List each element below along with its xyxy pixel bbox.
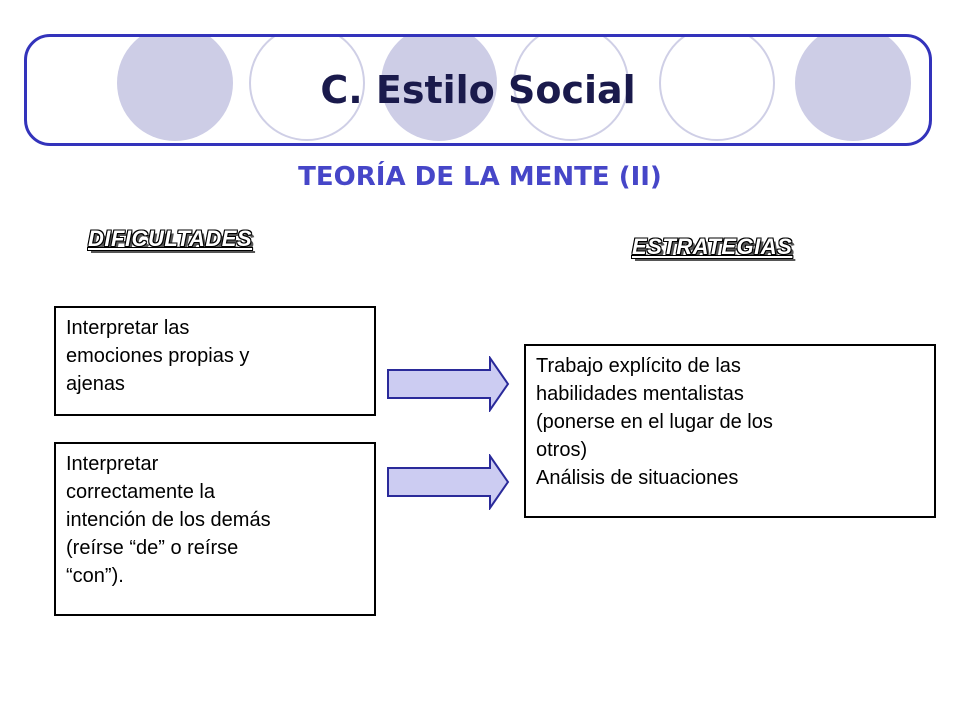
slide-title: C. Estilo Social [320, 68, 636, 112]
arrow-right-shape [388, 358, 508, 410]
difficulty-box-intentions: Interpretar correctamente la intención de los demás (reírse “de” o reírse “con”). [54, 442, 376, 616]
heading-difficulties: DIFICULTADES [88, 226, 253, 251]
heading-strategies: ESTRATEGIAS [632, 234, 793, 259]
strategy-box: Trabajo explícito de las habilidades mentalistas (ponerse en el lugar de los otros) Análisis de situaciones [524, 344, 936, 518]
arrow-right-icon [386, 454, 512, 510]
arrow-right-icon [386, 356, 512, 412]
difficulty-box-emotions: Interpretar las emociones propias y ajenas [54, 306, 376, 416]
slide-subtitle: TEORÍA DE LA MENTE (II) [298, 162, 662, 192]
arrow-right-shape [388, 456, 508, 508]
title-banner [24, 34, 932, 146]
